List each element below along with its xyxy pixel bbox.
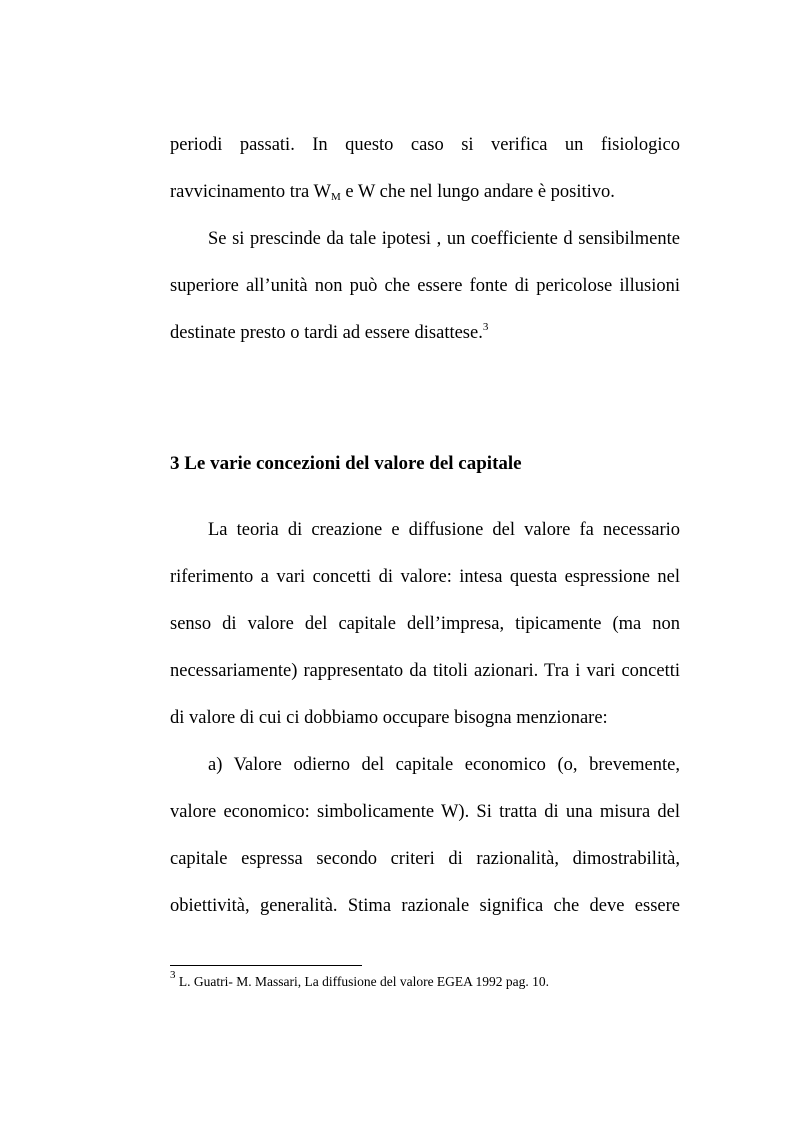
paragraph-line: senso di valore del capitale dell’impresa, tipicamente (ma non xyxy=(170,614,680,634)
paragraph-line: La teoria di creazione e diffusione del valore fa necessario xyxy=(208,520,680,540)
paragraph-line: riferimento a vari concetti di valore: intesa questa espressione nel xyxy=(170,567,680,587)
paragraph-line: Se si prescinde da tale ipotesi , un coefficiente d sensibilmente xyxy=(208,229,680,249)
footnote xyxy=(170,969,550,991)
subscript: M xyxy=(330,191,341,203)
footnote-reference[interactable]: 3 xyxy=(482,321,489,333)
footnote-text: L. Guatri- M. Massari, La diffusione del valore EGEA 1992 pag. 10. xyxy=(175,974,550,989)
text-run: ravvicinamento tra W xyxy=(170,182,331,202)
paragraph-line: valore economico: simbolicamente W). Si tratta di una misura del xyxy=(170,802,680,822)
paragraph-line xyxy=(170,180,680,204)
footnote-number: 3 xyxy=(170,969,176,981)
paragraph-line: a) Valore odierno del capitale economico (o, brevemente, xyxy=(208,755,680,775)
section-heading: 3 Le varie concezioni del valore del capitale xyxy=(170,453,522,474)
paragraph-line: obiettività, generalità. Stima razionale significa che deve essere xyxy=(170,896,680,916)
paragraph-line: periodi passati. In questo caso si verifica un fisiologico xyxy=(170,135,680,155)
paragraph-line: capitale espressa secondo criteri di razionalità, dimostrabilità, xyxy=(170,849,680,869)
paragraph-line: superiore all’unità non può che essere fonte di pericolose illusioni xyxy=(170,276,680,296)
text-run: destinate presto o tardi ad essere disattese. xyxy=(170,323,483,343)
text-run: e W che nel lungo andare è positivo. xyxy=(340,182,615,202)
paragraph-line: necessariamente) rappresentato da titoli azionari. Tra i vari concetti xyxy=(170,661,680,681)
paragraph-line xyxy=(170,321,680,345)
paragraph-line: di valore di cui ci dobbiamo occupare bisogna menzionare: xyxy=(170,708,608,728)
footnote-divider xyxy=(170,965,362,966)
